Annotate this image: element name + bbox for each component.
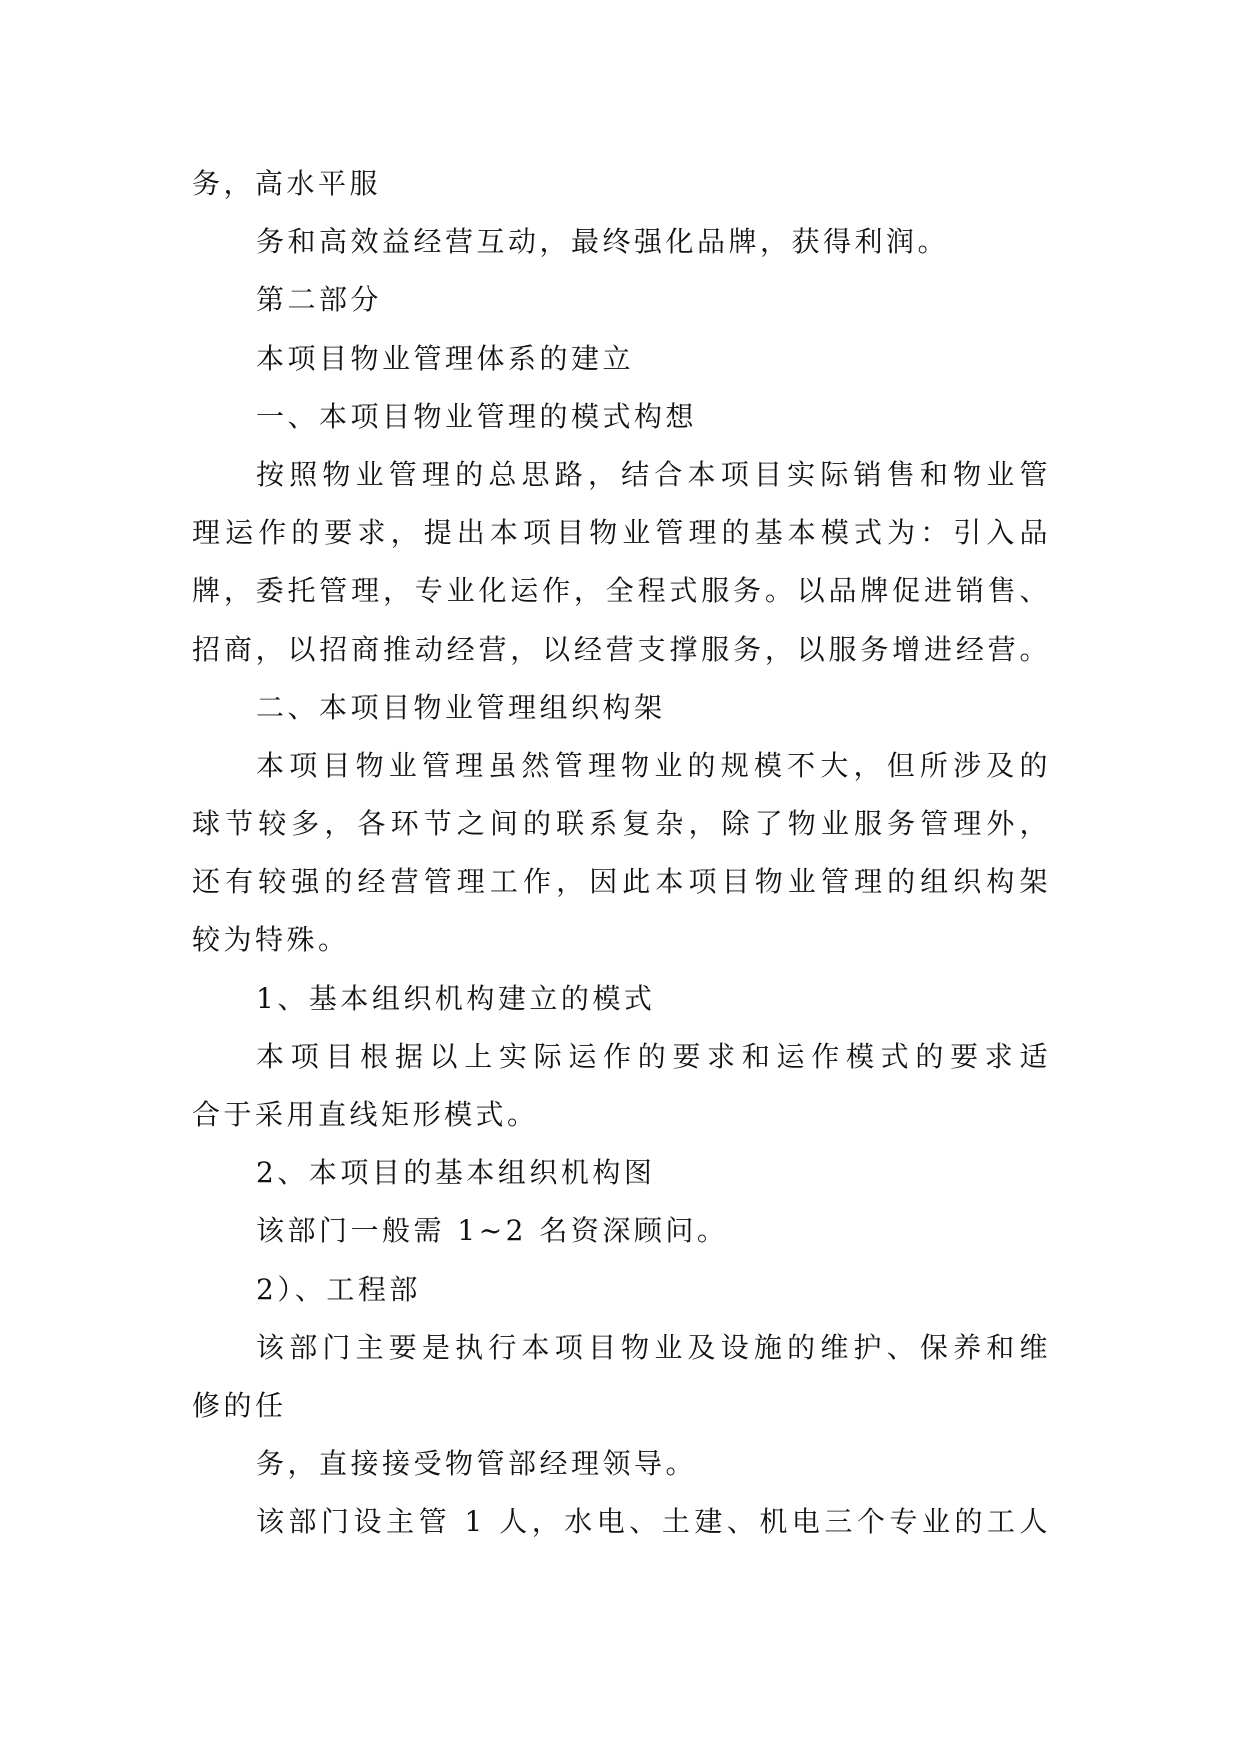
paragraph-line: 务和高效益经营互动，最终强化品牌，获得利润。 bbox=[256, 225, 950, 259]
paragraph-line: 还有较强的经营管理工作，因此本项目物业管理的组织构架 bbox=[192, 865, 1051, 899]
paragraph-line: 合于采用直线矩形模式。 bbox=[192, 1098, 539, 1131]
paragraph-line: 该部门主要是执行本项目物业及设施的维护、保养和维 bbox=[256, 1330, 1051, 1364]
paragraph-line: 务，直接接受物管部经理领导。 bbox=[256, 1447, 698, 1481]
paragraph-line: 招商，以招商推动经营，以经营支撑服务，以服务增进经营。 bbox=[192, 632, 1051, 666]
paragraph-line: 该部门设主管 1 人，水电、土建、机电三个专业的工人 bbox=[256, 1505, 1051, 1539]
paragraph-line: 球节较多，各环节之间的联系复杂，除了物业服务管理外， bbox=[192, 807, 1051, 841]
paragraph-line: 较为特殊。 bbox=[192, 923, 350, 957]
paragraph-line: 理运作的要求，提出本项目物业管理的基本模式为：引入品 bbox=[192, 516, 1051, 550]
paragraph-line: 修的任 bbox=[192, 1388, 287, 1422]
paragraph-line: 牌，委托管理，专业化运作，全程式服务。以品牌促进销售、 bbox=[192, 574, 1051, 608]
paragraph-line: 本项目根据以上实际运作的要求和运作模式的要求适 bbox=[256, 1039, 1051, 1073]
subsection-heading: 2、本项目的基本组织机构图 bbox=[256, 1156, 656, 1190]
paragraph-line: 按照物业管理的总思路，结合本项目实际销售和物业管 bbox=[256, 457, 1051, 491]
document-body bbox=[192, 155, 1051, 1552]
paragraph-line: 该部门一般需 1~2 名资深顾问。 bbox=[256, 1214, 729, 1248]
department-heading: 2）、工程部 bbox=[256, 1272, 421, 1306]
paragraph-line: 本项目物业管理虽然管理物业的规模不大，但所涉及的 bbox=[256, 748, 1051, 782]
part-heading: 第二部分 bbox=[256, 283, 383, 317]
section-heading: 一、本项目物业管理的模式构想 bbox=[256, 399, 698, 433]
paragraph-line: 务，高水平服 bbox=[192, 167, 382, 200]
section-heading: 二、本项目物业管理组织构架 bbox=[256, 690, 666, 724]
part-title: 本项目物业管理体系的建立 bbox=[256, 341, 635, 375]
subsection-heading: 1、基本组织机构建立的模式 bbox=[256, 981, 656, 1015]
